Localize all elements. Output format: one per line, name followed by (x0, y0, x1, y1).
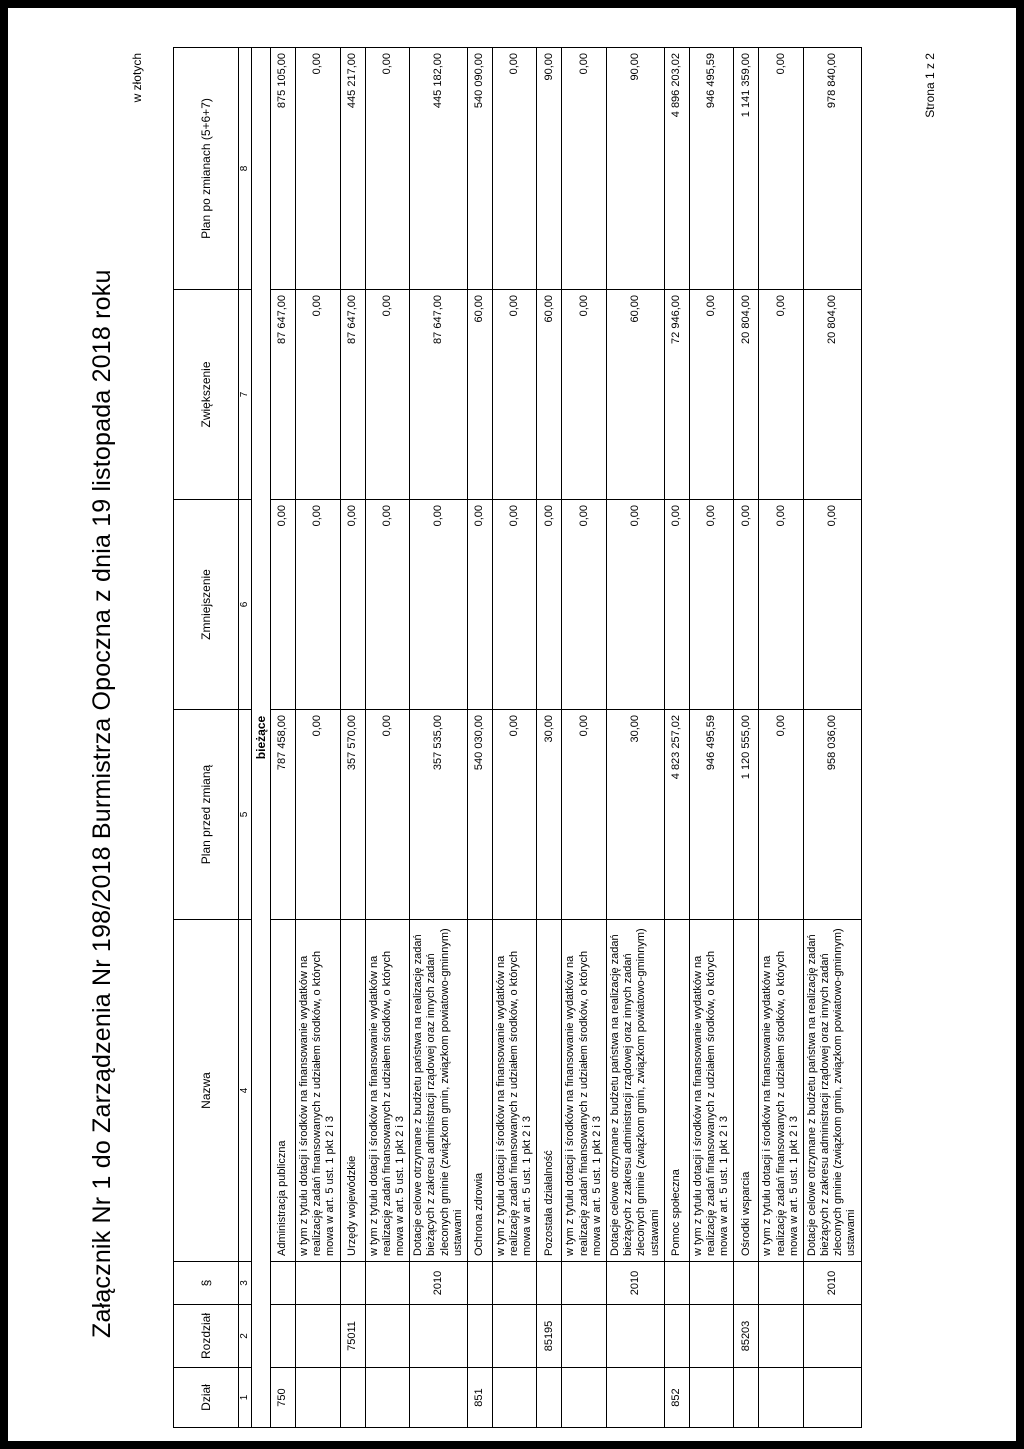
cell-zwiekszenie: 0,00 (759, 290, 804, 500)
cell-zmniejszenie: 0,00 (607, 500, 665, 710)
cell-nazwa: w tym z tytułu dotacji i środków na finansowanie wydatków na realizację zadań finansowanych z udziałem środków, o których mowa w art. 5 ust. 1 pkt 2 i 3 (365, 920, 410, 1262)
cell-plan-przed: 0,00 (365, 710, 410, 920)
cell-plan-po: 0,00 (562, 48, 607, 290)
cell-zmniejszenie: 0,00 (467, 500, 492, 710)
cell-nazwa: Urzędy wojewódzkie (340, 920, 365, 1262)
cell-zmniejszenie: 0,00 (365, 500, 410, 710)
cell-paragraf (664, 1262, 689, 1305)
table-row (562, 48, 607, 1428)
col-number: 2 (239, 1305, 252, 1368)
cell-zwiekszenie: 72 946,00 (664, 290, 689, 500)
cell-plan-przed: 1 120 555,00 (734, 710, 759, 920)
document-page (8, 8, 1016, 1441)
cell-plan-przed: 958 036,00 (803, 710, 861, 920)
cell-zmniejszenie: 0,00 (759, 500, 804, 710)
currency-unit: w złotych (130, 53, 144, 103)
cell-zmniejszenie: 0,00 (803, 500, 861, 710)
cell-rozdzial (689, 1305, 734, 1368)
cell-zmniejszenie: 0,00 (562, 500, 607, 710)
cell-dzial (562, 1368, 607, 1428)
cell-dzial (492, 1368, 537, 1428)
col-number: 7 (239, 290, 252, 500)
cell-plan-przed: 4 823 257,02 (664, 710, 689, 920)
cell-rozdzial (664, 1305, 689, 1368)
table-row (296, 48, 341, 1428)
table-row (664, 48, 689, 1428)
cell-plan-przed: 30,00 (537, 710, 562, 920)
cell-nazwa: Pomoc społeczna (664, 920, 689, 1262)
table-row (492, 48, 537, 1428)
col-number: 8 (239, 48, 252, 290)
cell-rozdzial: 75011 (340, 1305, 365, 1368)
cell-zmniejszenie: 0,00 (537, 500, 562, 710)
table-row (340, 48, 365, 1428)
cell-plan-po: 445 182,00 (410, 48, 468, 290)
cell-zmniejszenie: 0,00 (271, 500, 296, 710)
cell-rozdzial (492, 1305, 537, 1368)
cell-plan-przed: 540 030,00 (467, 710, 492, 920)
cell-zwiekszenie: 87 647,00 (340, 290, 365, 500)
col-number: 3 (239, 1262, 252, 1305)
cell-zwiekszenie: 20 804,00 (734, 290, 759, 500)
cell-dzial (734, 1368, 759, 1428)
cell-paragraf (271, 1262, 296, 1305)
cell-plan-po: 1 141 359,00 (734, 48, 759, 290)
cell-plan-przed: 357 570,00 (340, 710, 365, 920)
cell-rozdzial (271, 1305, 296, 1368)
cell-plan-przed: 946 495,59 (689, 710, 734, 920)
page-footer: Strona 1 z 2 (923, 53, 937, 118)
cell-plan-po: 445 217,00 (340, 48, 365, 290)
cell-dzial (296, 1368, 341, 1428)
cell-zwiekszenie: 20 804,00 (803, 290, 861, 500)
col-number: 5 (239, 710, 252, 920)
cell-nazwa: w tym z tytułu dotacji i środków na finansowanie wydatków na realizację zadań finansowanych z udziałem środków, o których mowa w art. 5 ust. 1 pkt 2 i 3 (562, 920, 607, 1262)
header-zmniejszenie: Zmniejszenie (174, 500, 239, 710)
cell-rozdzial (562, 1305, 607, 1368)
cell-paragraf: 2010 (607, 1262, 665, 1305)
cell-nazwa: Administracja publiczna (271, 920, 296, 1262)
cell-zmniejszenie: 0,00 (689, 500, 734, 710)
cell-zwiekszenie: 60,00 (537, 290, 562, 500)
cell-zmniejszenie: 0,00 (410, 500, 468, 710)
cell-zmniejszenie: 0,00 (492, 500, 537, 710)
cell-dzial (365, 1368, 410, 1428)
cell-paragraf (562, 1262, 607, 1305)
cell-plan-po: 0,00 (492, 48, 537, 290)
cell-zmniejszenie: 0,00 (340, 500, 365, 710)
table-row (689, 48, 734, 1428)
cell-dzial: 750 (271, 1368, 296, 1428)
cell-paragraf: 2010 (803, 1262, 861, 1305)
cell-dzial (410, 1368, 468, 1428)
cell-paragraf (340, 1262, 365, 1305)
cell-rozdzial (607, 1305, 665, 1368)
cell-nazwa: Dotacje celowe otrzymane z budżetu państwa na realizację zadań bieżących z zakresu administracji rządowej oraz innych zadań zleconych gminie (związkom gmin, związkom powiatowo-gminnym) ustawami (803, 920, 861, 1262)
cell-plan-po: 0,00 (759, 48, 804, 290)
cell-dzial: 851 (467, 1368, 492, 1428)
cell-zwiekszenie: 60,00 (467, 290, 492, 500)
header-row (174, 48, 239, 1428)
table-row (607, 48, 665, 1428)
cell-plan-przed: 357 535,00 (410, 710, 468, 920)
cell-nazwa: w tym z tytułu dotacji i środków na finansowanie wydatków na realizację zadań finansowanych z udziałem środków, o których mowa w art. 5 ust. 1 pkt 2 i 3 (492, 920, 537, 1262)
cell-paragraf (537, 1262, 562, 1305)
cell-paragraf (492, 1262, 537, 1305)
cell-nazwa: Dotacje celowe otrzymane z budżetu państwa na realizację zadań bieżących z zakresu administracji rządowej oraz innych zadań zleconych gminie (związkom gmin, związkom powiatowo-gminnym) ustawami (410, 920, 468, 1262)
section-label: bieżące (252, 48, 271, 1428)
cell-rozdzial (365, 1305, 410, 1368)
cell-dzial (340, 1368, 365, 1428)
table-row (410, 48, 468, 1428)
cell-nazwa: Ośrodki wsparcia (734, 920, 759, 1262)
cell-plan-po: 4 896 203,02 (664, 48, 689, 290)
col-number: 4 (239, 920, 252, 1262)
cell-plan-po: 0,00 (365, 48, 410, 290)
cell-rozdzial (759, 1305, 804, 1368)
cell-paragraf (759, 1262, 804, 1305)
cell-plan-przed: 0,00 (562, 710, 607, 920)
header-plan-przed: Plan przed zmianą (174, 710, 239, 920)
cell-rozdzial: 85195 (537, 1305, 562, 1368)
cell-nazwa: w tym z tytułu dotacji i środków na finansowanie wydatków na realizację zadań finansowanych z udziałem środków, o których mowa w art. 5 ust. 1 pkt 2 i 3 (759, 920, 804, 1262)
cell-dzial (759, 1368, 804, 1428)
cell-dzial (607, 1368, 665, 1428)
table-row (271, 48, 296, 1428)
cell-zwiekszenie: 0,00 (365, 290, 410, 500)
col-number: 1 (239, 1368, 252, 1428)
header-paragraf: § (174, 1262, 239, 1305)
cell-plan-przed: 787 458,00 (271, 710, 296, 920)
header-dzial: Dział (174, 1368, 239, 1428)
cell-zwiekszenie: 0,00 (562, 290, 607, 500)
cell-paragraf (296, 1262, 341, 1305)
cell-plan-po: 0,00 (296, 48, 341, 290)
cell-zwiekszenie: 60,00 (607, 290, 665, 500)
cell-nazwa: w tym z tytułu dotacji i środków na finansowanie wydatków na realizację zadań finansowanych z udziałem środków, o których mowa w art. 5 ust. 1 pkt 2 i 3 (296, 920, 341, 1262)
cell-zmniejszenie: 0,00 (664, 500, 689, 710)
cell-zwiekszenie: 0,00 (689, 290, 734, 500)
cell-zmniejszenie: 0,00 (296, 500, 341, 710)
table-row (803, 48, 861, 1428)
table-row (365, 48, 410, 1428)
cell-zwiekszenie: 87 647,00 (271, 290, 296, 500)
budget-table (173, 47, 862, 1428)
cell-paragraf (734, 1262, 759, 1305)
column-number-row (239, 48, 252, 1428)
document-title: Załącznik Nr 1 do Zarządzenia Nr 198/2018 Burmistrza Opoczna z dnia 19 listopada 2018 roku (88, 269, 116, 1338)
cell-plan-po: 540 090,00 (467, 48, 492, 290)
cell-plan-po: 875 105,00 (271, 48, 296, 290)
header-rozdzial: Rozdział (174, 1305, 239, 1368)
cell-nazwa: Ochrona zdrowia (467, 920, 492, 1262)
header-plan-po: Plan po zmianach (5+6+7) (174, 48, 239, 290)
cell-zwiekszenie: 0,00 (492, 290, 537, 500)
cell-dzial: 852 (664, 1368, 689, 1428)
cell-plan-po: 978 840,00 (803, 48, 861, 290)
table-row (759, 48, 804, 1428)
cell-rozdzial: 85203 (734, 1305, 759, 1368)
section-row (252, 48, 271, 1428)
cell-nazwa: Dotacje celowe otrzymane z budżetu państwa na realizację zadań bieżących z zakresu administracji rządowej oraz innych zadań zleconych gminie (związkom gmin, związkom powiatowo-gminnym) ustawami (607, 920, 665, 1262)
cell-rozdzial (467, 1305, 492, 1368)
cell-rozdzial (296, 1305, 341, 1368)
cell-plan-przed: 0,00 (296, 710, 341, 920)
cell-zwiekszenie: 0,00 (296, 290, 341, 500)
cell-dzial (803, 1368, 861, 1428)
table-row (537, 48, 562, 1428)
cell-paragraf (365, 1262, 410, 1305)
rotated-content (8, 13, 1008, 1433)
cell-paragraf (467, 1262, 492, 1305)
cell-paragraf (689, 1262, 734, 1305)
cell-dzial (689, 1368, 734, 1428)
header-nazwa: Nazwa (174, 920, 239, 1262)
cell-plan-po: 90,00 (537, 48, 562, 290)
cell-plan-przed: 0,00 (492, 710, 537, 920)
table-row (467, 48, 492, 1428)
cell-zmniejszenie: 0,00 (734, 500, 759, 710)
cell-nazwa: w tym z tytułu dotacji i środków na finansowanie wydatków na realizację zadań finansowanych z udziałem środków, o których mowa w art. 5 ust. 1 pkt 2 i 3 (689, 920, 734, 1262)
cell-rozdzial (803, 1305, 861, 1368)
cell-nazwa: Pozostała działalność (537, 920, 562, 1262)
col-number: 6 (239, 500, 252, 710)
cell-rozdzial (410, 1305, 468, 1368)
cell-zwiekszenie: 87 647,00 (410, 290, 468, 500)
cell-paragraf: 2010 (410, 1262, 468, 1305)
cell-dzial (537, 1368, 562, 1428)
cell-plan-przed: 0,00 (759, 710, 804, 920)
table-row (734, 48, 759, 1428)
cell-plan-po: 946 495,59 (689, 48, 734, 290)
cell-plan-po: 90,00 (607, 48, 665, 290)
header-zwiekszenie: Zwiększenie (174, 290, 239, 500)
cell-plan-przed: 30,00 (607, 710, 665, 920)
